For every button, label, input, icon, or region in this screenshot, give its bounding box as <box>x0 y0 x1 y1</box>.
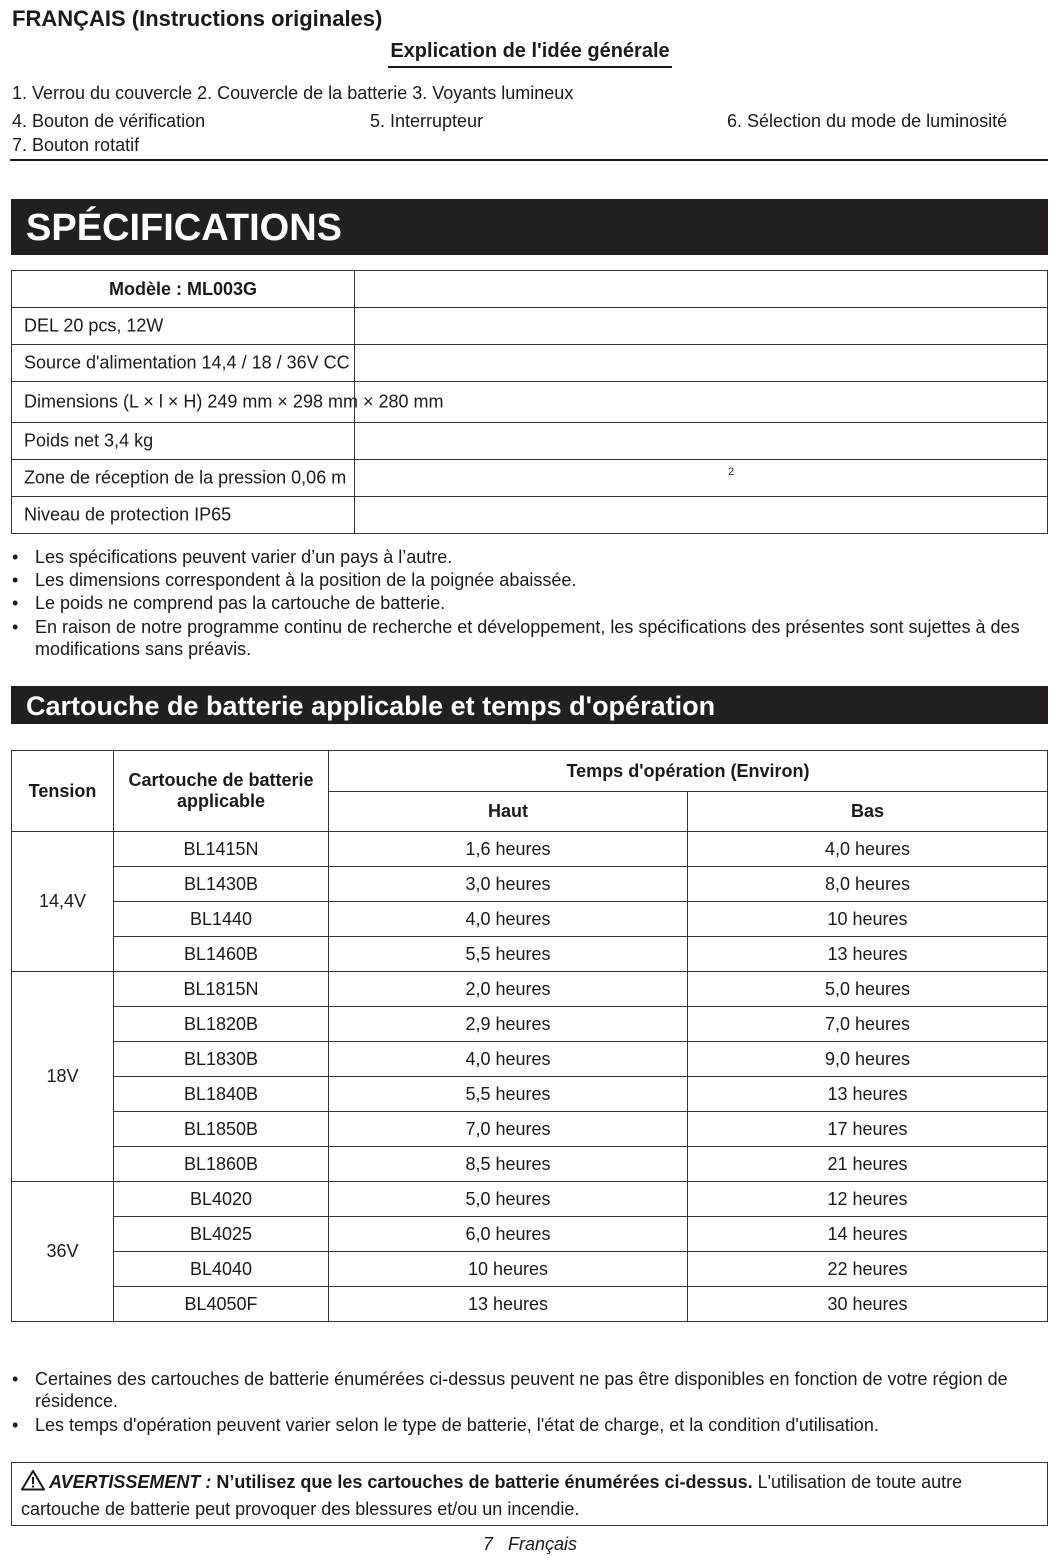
table-row <box>12 1147 1048 1182</box>
model-cell: BL1460B <box>114 937 329 972</box>
spec-dimensions: Dimensions (L × l × H) 249 mm × 298 mm × 280 mm <box>24 391 444 412</box>
warning-title: AVERTISSEMENT : <box>49 1472 212 1492</box>
high-cell: 13 heures <box>329 1287 688 1322</box>
high-cell: 2,9 heures <box>329 1007 688 1042</box>
spec-net-weight: Poids net 3,4 kg <box>24 430 154 451</box>
model-cell: BL1440 <box>114 902 329 937</box>
header-tension: Tension <box>12 751 114 832</box>
footer-language: Français <box>508 1534 578 1554</box>
table-row <box>12 497 1048 534</box>
warning-bold-text: N’utilisez que les cartouches de batterie énumérées ci-dessus. <box>216 1472 753 1492</box>
high-cell: 1,6 heures <box>329 832 688 867</box>
table-header-row <box>12 751 1048 792</box>
table-row <box>12 832 1048 867</box>
part-7: 7. Bouton rotatif <box>12 135 140 155</box>
table-row <box>12 1287 1048 1322</box>
high-cell: 5,5 heures <box>329 1077 688 1112</box>
warning-box <box>11 1462 1048 1526</box>
voltage-cell: 18V <box>12 972 114 1182</box>
part-5: 5. Interrupteur <box>370 111 484 131</box>
superscript-2: 2 <box>728 466 735 478</box>
low-cell: 13 heures <box>688 1077 1048 1112</box>
spec-notes <box>12 546 1042 661</box>
high-cell: 6,0 heures <box>329 1217 688 1252</box>
low-cell: 30 heures <box>688 1287 1048 1322</box>
model-cell: BL4050F <box>114 1287 329 1322</box>
list-item: • Les spécifications peuvent varier d’un pays à l’autre. <box>12 546 1042 568</box>
section-title: Explication de l'idée générale <box>0 40 1060 68</box>
model-cell: BL1830B <box>114 1042 329 1077</box>
low-cell: 17 heures <box>688 1112 1048 1147</box>
high-cell: 10 heures <box>329 1252 688 1287</box>
model-cell: BL1815N <box>114 972 329 1007</box>
page-number: 7 <box>482 1534 493 1554</box>
table-row <box>12 1007 1048 1042</box>
model-cell: BL4020 <box>114 1182 329 1217</box>
low-cell: 5,0 heures <box>688 972 1048 1007</box>
voltage-cell: 14,4V <box>12 832 114 972</box>
header-high: Haut <box>329 792 688 832</box>
voltage-cell: 36V <box>12 1182 114 1322</box>
header-divider <box>10 159 1048 161</box>
spec-protection-level: Niveau de protection IP65 <box>24 504 232 525</box>
battery-notes <box>12 1368 1042 1437</box>
low-cell: 8,0 heures <box>688 867 1048 902</box>
low-cell: 4,0 heures <box>688 832 1048 867</box>
warning-icon <box>21 1469 45 1497</box>
table-row <box>12 460 1048 497</box>
table-row <box>12 423 1048 460</box>
high-cell: 2,0 heures <box>329 972 688 1007</box>
part-4: 4. Bouton de vérification <box>12 111 206 131</box>
high-cell: 4,0 heures <box>329 1042 688 1077</box>
table-row <box>12 1042 1048 1077</box>
model-cell: BL1850B <box>114 1112 329 1147</box>
table-row <box>12 1112 1048 1147</box>
low-cell: 10 heures <box>688 902 1048 937</box>
table-row <box>12 937 1048 972</box>
table-row <box>12 345 1048 382</box>
part-6: 6. Sélection du mode de luminosité <box>727 111 1008 131</box>
spec-power-source: Source d'alimentation 14,4 / 18 / 36V CC <box>24 352 350 373</box>
battery-table <box>11 750 1048 1322</box>
model-label: Modèle : ML003G <box>12 271 355 308</box>
header-low: Bas <box>688 792 1048 832</box>
spec-led: DEL 20 pcs, 12W <box>24 315 164 336</box>
model-cell: BL1840B <box>114 1077 329 1112</box>
specifications-table <box>11 270 1048 534</box>
list-item: • En raison de notre programme continu de recherche et développement, les spécifications des présentes sont sujettes à des modifications sans préavis. <box>12 616 1042 660</box>
low-cell: 14 heures <box>688 1217 1048 1252</box>
model-cell: BL1820B <box>114 1007 329 1042</box>
high-cell: 8,5 heures <box>329 1147 688 1182</box>
high-cell: 3,0 heures <box>329 867 688 902</box>
table-row <box>12 1252 1048 1287</box>
list-item: • Les temps d'opération peuvent varier selon le type de batterie, l'état de charge, et la condition d'utilisation. <box>12 1414 1042 1436</box>
table-row <box>12 1077 1048 1112</box>
spec-pressure-zone: Zone de réception de la pression 0,06 m <box>24 467 347 488</box>
list-item: • Les dimensions correspondent à la position de la poignée abaissée. <box>12 569 1042 591</box>
list-item: • Certaines des cartouches de batterie énumérées ci-dessus peuvent ne pas être disponibles en fonction de votre région de résidence. <box>12 1368 1042 1412</box>
header-operation-time: Temps d'opération (Environ) <box>329 751 1048 792</box>
table-row <box>12 308 1048 345</box>
low-cell: 9,0 heures <box>688 1042 1048 1077</box>
model-cell: BL1860B <box>114 1147 329 1182</box>
table-row <box>12 902 1048 937</box>
high-cell: 5,5 heures <box>329 937 688 972</box>
table-row <box>12 972 1048 1007</box>
list-item: • Le poids ne comprend pas la cartouche de batterie. <box>12 592 1042 614</box>
high-cell: 7,0 heures <box>329 1112 688 1147</box>
low-cell: 21 heures <box>688 1147 1048 1182</box>
low-cell: 13 heures <box>688 937 1048 972</box>
battery-banner: Cartouche de batterie applicable et temps d'opération <box>11 686 1048 724</box>
high-cell: 5,0 heures <box>329 1182 688 1217</box>
low-cell: 12 heures <box>688 1182 1048 1217</box>
table-row <box>12 1182 1048 1217</box>
model-cell: BL1430B <box>114 867 329 902</box>
parts-line-1: 1. Verrou du couvercle 2. Couvercle de la batterie 3. Voyants lumineux <box>12 83 574 103</box>
page-footer <box>0 1534 1060 1555</box>
model-cell: BL4025 <box>114 1217 329 1252</box>
warning-text: L'utilisation de toute autre cartouche de batterie peut provoquer des blessures et/ou un incendie. <box>21 1472 963 1519</box>
table-row <box>12 867 1048 902</box>
table-row <box>12 382 1048 423</box>
header-cartridge: Cartouche de batterie applicable <box>114 751 329 832</box>
high-cell: 4,0 heures <box>329 902 688 937</box>
specifications-banner: SPÉCIFICATIONS <box>11 199 1048 255</box>
low-cell: 22 heures <box>688 1252 1048 1287</box>
table-row <box>12 1217 1048 1252</box>
low-cell: 7,0 heures <box>688 1007 1048 1042</box>
model-cell: BL1415N <box>114 832 329 867</box>
language-title: FRANÇAIS (Instructions originales) <box>12 6 383 31</box>
model-cell: BL4040 <box>114 1252 329 1287</box>
table-row <box>12 271 1048 308</box>
